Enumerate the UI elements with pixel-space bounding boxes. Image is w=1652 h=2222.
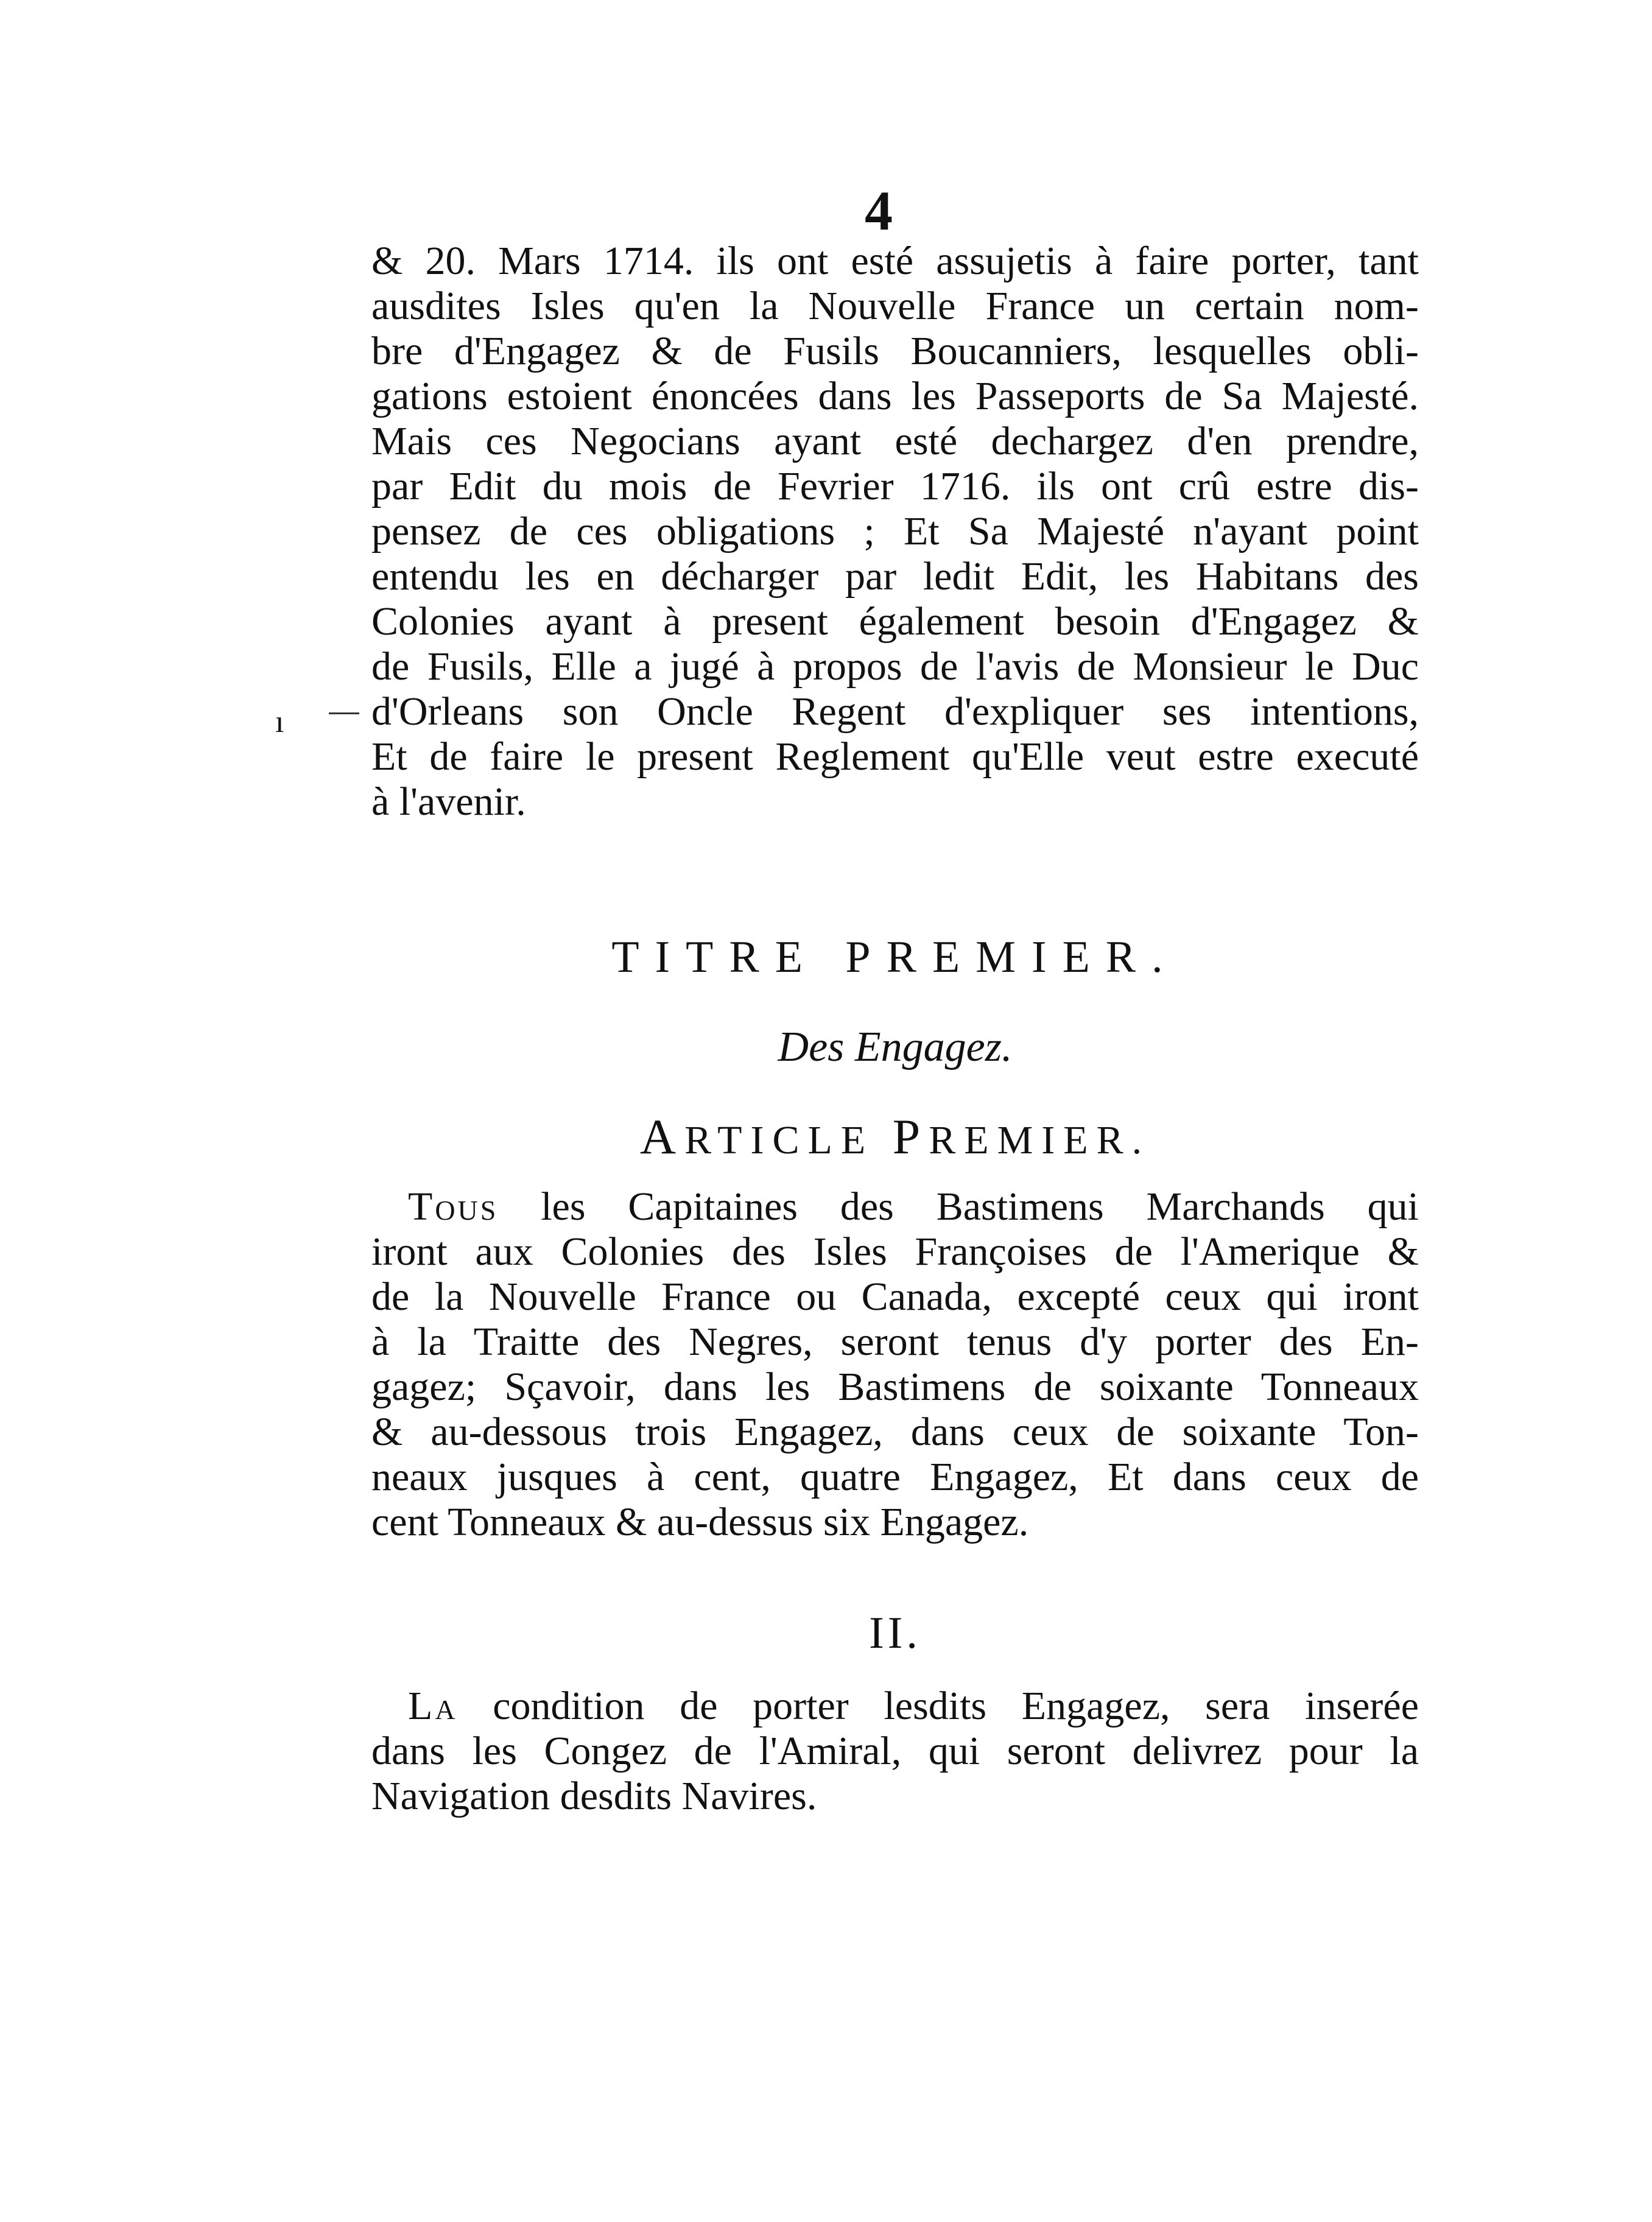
margin-note: ı [275,705,284,739]
article-line-text: les Capitaines des Bastimens Marchands qui [498,1184,1419,1229]
article-line: cent Tonneaux & au-dessus six Engagez. [371,1500,1029,1544]
section-subtitle: Des Engagez. [778,1024,1013,1071]
intro-line: & 20. Mars 1714. ils ont esté assujetis à faire porter, tant [371,239,1419,283]
article-first-word: La [408,1684,458,1728]
article-heading-word: RTICLE [684,1118,874,1162]
page-number: 4 [865,180,893,242]
intro-line: de Fusils, Elle a jugé à propos de l'avis de Monsieur le Duc [371,644,1419,689]
article-line: & au-dessous trois Engagez, dans ceux de soixante Ton- [371,1410,1419,1454]
article-line: à la Traitte des Negres, seront tenus d'y porter des En- [371,1320,1419,1364]
article-line: gagez; Sçavoir, dans les Bastimens de soixante Tonneaux [371,1365,1419,1409]
article-1-paragraph [371,1184,1419,1545]
article-line: Navigation desdits Navires. [371,1774,817,1818]
article-line-text: condition de porter lesdits Engagez, sera inserée [457,1684,1419,1728]
article-2-paragraph [371,1684,1419,1819]
article-heading [371,1108,1419,1165]
article-heading-word: REMIER. [929,1118,1151,1162]
article-2-number: II. [869,1608,921,1658]
intro-line: à l'avenir. [371,779,526,824]
intro-line: entendu les en décharger par ledit Edit, les Habitans des [371,554,1419,599]
section-title: TITRE PREMIER. [611,932,1179,982]
intro-paragraph [371,239,1419,824]
article-line: dans les Congez de l'Amiral, qui seront delivrez pour la [371,1729,1419,1773]
intro-line: d'Orleans son Oncle Regent d'expliquer ses intentions, [371,689,1419,734]
article-heading-cap: A [639,1109,685,1164]
article-line [371,1184,1419,1229]
article-first-word: Tous [408,1184,499,1229]
margin-dash [329,712,359,714]
intro-line: Colonies ayant à present également besoin d'Engagez & [371,599,1419,644]
article-line: de la Nouvelle France ou Canada, excepté ceux qui iront [371,1274,1419,1319]
article-line: neaux jusques à cent, quatre Engagez, Et dans ceux de [371,1455,1419,1499]
intro-line: par Edit du mois de Fevrier 1716. ils ont crû estre dis- [371,464,1419,508]
intro-line: gations estoient énoncées dans les Passeports de Sa Majesté. [371,374,1419,418]
intro-line: pensez de ces obligations ; Et Sa Majesté n'ayant point [371,509,1419,554]
article-heading-cap: P [892,1109,929,1164]
article-line [371,1684,1419,1729]
article-line: iront aux Colonies des Isles Françoises de l'Amerique & [371,1229,1419,1274]
intro-line: bre d'Engagez & de Fusils Boucanniers, lesquelles obli- [371,329,1419,373]
intro-line: Et de faire le present Reglement qu'Elle veut estre executé [371,734,1419,779]
intro-line: Mais ces Negocians ayant esté dechargez d'en prendre, [371,419,1419,463]
intro-line: ausdites Isles qu'en la Nouvelle France un certain nom- [371,284,1419,328]
